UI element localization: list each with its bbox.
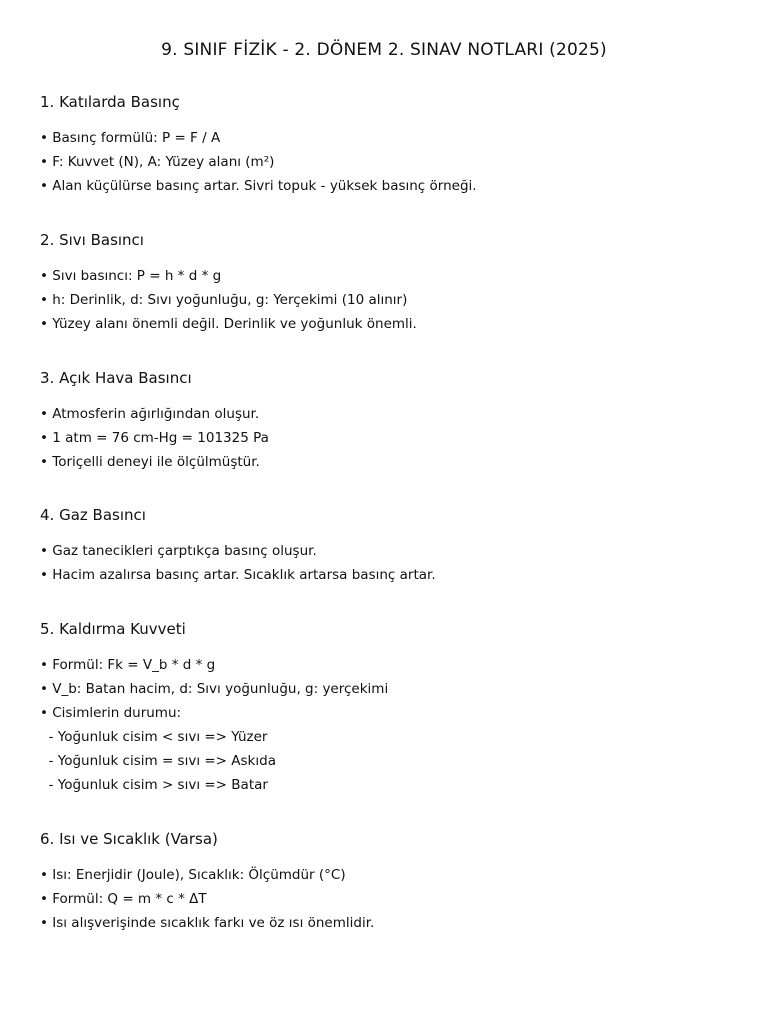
- section-acik-hava-basinci: [40, 367, 740, 474]
- note-line: • Formül: Fk = V_b * d * g: [40, 657, 216, 673]
- note-line: • F: Kuvvet (N), A: Yüzey alanı (m²): [40, 154, 275, 170]
- note-line: • Alan küçülürse basınç artar. Sivri topuk - yüksek basınç örneği.: [40, 178, 477, 194]
- note-line: • Toriçelli deneyi ile ölçülmüştür.: [40, 454, 260, 470]
- note-line: • Hacim azalırsa basınç artar. Sıcaklık artarsa basınç artar.: [40, 567, 436, 583]
- document-title: 9. SINIF FİZİK - 2. DÖNEM 2. SINAV NOTLARI (2025): [161, 40, 607, 60]
- section-kaldirma-kuvveti: [40, 618, 740, 797]
- section-heading: 4. Gaz Basıncı: [40, 506, 146, 524]
- section-heading: 6. Isı ve Sıcaklık (Varsa): [40, 830, 218, 848]
- note-line: • Formül: Q = m * c * ΔT: [40, 891, 207, 907]
- section-isi-ve-sicaklik: [40, 828, 740, 935]
- note-line: • Basınç formülü: P = F / A: [40, 130, 221, 146]
- section-gaz-basinci: [40, 504, 740, 587]
- note-subline: - Yoğunluk cisim < sıvı => Yüzer: [40, 729, 268, 745]
- section-heading: 2. Sıvı Basıncı: [40, 231, 144, 249]
- section-heading: 5. Kaldırma Kuvveti: [40, 620, 186, 638]
- note-line: • Atmosferin ağırlığından oluşur.: [40, 406, 260, 422]
- note-line: • h: Derinlik, d: Sıvı yoğunluğu, g: Yerçekimi (10 alınır): [40, 292, 408, 308]
- note-line: • Yüzey alanı önemli değil. Derinlik ve yoğunluk önemli.: [40, 316, 417, 332]
- note-line: • Isı alışverişinde sıcaklık farkı ve öz ısı önemlidir.: [40, 915, 375, 931]
- note-line: • Isı: Enerjidir (Joule), Sıcaklık: Ölçümdür (°C): [40, 867, 346, 883]
- note-line: • Gaz tanecikleri çarptıkça basınç oluşur.: [40, 543, 317, 559]
- note-line: • Sıvı basıncı: P = h * d * g: [40, 268, 222, 284]
- note-line: • Cisimlerin durumu:: [40, 705, 182, 721]
- section-heading: 3. Açık Hava Basıncı: [40, 369, 192, 387]
- note-line: • V_b: Batan hacim, d: Sıvı yoğunluğu, g: yerçekimi: [40, 681, 389, 697]
- note-subline: - Yoğunluk cisim = sıvı => Askıda: [40, 753, 276, 769]
- note-line: • 1 atm = 76 cm-Hg = 101325 Pa: [40, 430, 269, 446]
- note-subline: - Yoğunluk cisim > sıvı => Batar: [40, 777, 268, 793]
- section-katilarda-basinc: [40, 91, 740, 198]
- section-sivi-basinci: [40, 229, 740, 336]
- section-heading: 1. Katılarda Basınç: [40, 93, 180, 111]
